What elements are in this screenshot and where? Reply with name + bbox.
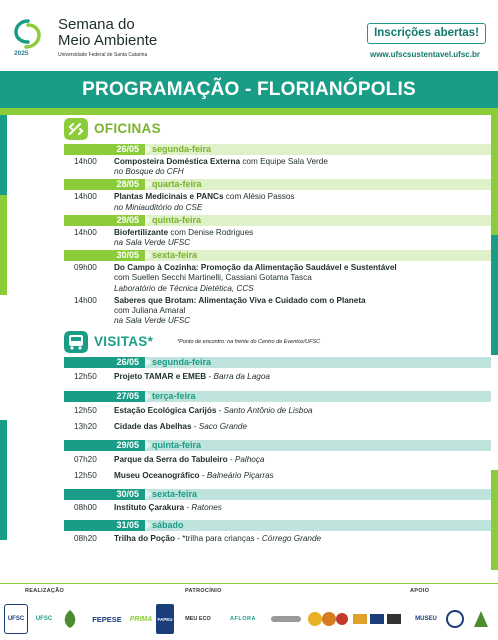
event-time: 12h50 — [74, 405, 97, 415]
list-item: 12h50 Projeto TAMAR e EMEB - Barra da Lagoa — [64, 372, 491, 382]
event-place: Palhoça — [234, 455, 265, 465]
day-header — [64, 179, 491, 190]
event-place: Saco Grande — [198, 421, 248, 431]
visitas-day — [64, 391, 491, 432]
oficinas-header — [64, 115, 491, 144]
event-time: 12h50 — [74, 372, 97, 382]
bus-icon — [64, 331, 88, 353]
day-weekday: quinta-feira — [152, 214, 202, 225]
event-time: 08h00 — [74, 503, 97, 513]
ufsc-logo: UFSC — [4, 604, 28, 634]
day-header — [64, 357, 491, 368]
brand-title-line1: Semana do — [58, 16, 135, 33]
list-item — [64, 263, 491, 294]
brand-title-line2: Meio Ambiente — [58, 32, 158, 49]
aflora-logo: AFLORA — [230, 616, 256, 622]
day-date: 28/05 — [64, 179, 145, 190]
list-item — [64, 296, 491, 327]
oficinas-title: OFICINAS — [94, 121, 161, 136]
oficinas-day — [64, 179, 491, 212]
schedule — [64, 115, 491, 544]
day-weekday: quarta-feira — [152, 179, 202, 190]
event-title: Composteira Doméstica Externa — [114, 157, 241, 166]
event-place: Barra da Lagoa — [213, 372, 270, 382]
list-item: 08h20 Trilha do Poção - *trilha para crianças - Córrego Grande — [64, 534, 491, 544]
event-place: Ratones — [191, 503, 222, 513]
event-title: Museu Oceanográfico — [114, 471, 200, 481]
footer-divider — [0, 583, 498, 584]
list-item — [64, 157, 491, 177]
page-title: PROGRAMAÇÃO - FLORIANÓPOLIS — [82, 79, 416, 100]
visitas-header — [64, 328, 491, 357]
visitas-day — [64, 489, 491, 513]
event-extra: - *trilha para crianças — [174, 533, 255, 543]
day-header — [64, 144, 491, 155]
event-location: no Miniauditório do CSE — [114, 202, 203, 212]
prima-logo: PRIMA — [129, 615, 153, 623]
event-time: 09h00 — [74, 263, 97, 273]
visitas-title: VISITAS* — [94, 334, 154, 350]
event-location: na Sala Verde UFSC — [114, 238, 191, 248]
support-logo-b — [470, 604, 492, 634]
day-header — [64, 440, 491, 451]
day-date: 26/05 — [64, 144, 145, 155]
event-title: Estação Ecológica Carijós — [114, 405, 217, 415]
day-weekday: segunda-feira — [152, 357, 212, 368]
oficinas-day — [64, 144, 491, 177]
event-title: Instituto Çarakura — [114, 503, 185, 513]
day-weekday: quinta-feira — [152, 440, 202, 451]
oficinas-day — [64, 250, 491, 326]
support-logo-a — [444, 604, 466, 634]
day-weekday: sexta-feira — [152, 489, 198, 500]
title-band-accent — [0, 108, 498, 115]
day-date: 29/05 — [64, 215, 145, 226]
event-logo-icon — [12, 18, 44, 50]
sponsor-logo-c — [352, 604, 402, 634]
list-item: 12h50 Estação Ecológica Carijós - Santo Antônio de Lisboa — [64, 406, 491, 416]
event-time: 08h20 — [74, 533, 97, 543]
footer-realizacao-label: REALIZAÇÃO — [25, 588, 65, 594]
event-title: Cidade das Abelhas — [114, 421, 192, 431]
brand-subtitle: Universidade Federal de Santa Catarina — [58, 52, 148, 58]
event-title: Plantas Medicinais e PANCs — [114, 192, 224, 202]
side-stripe — [0, 420, 7, 540]
event-time: 14h00 — [74, 295, 97, 305]
day-weekday: terça-feira — [152, 390, 196, 401]
day-header — [64, 215, 491, 226]
event-title: Do Campo à Cozinha: Promoção da Alimentação Saudável e Sustentável — [114, 263, 397, 273]
event-place: Santo Antônio de Lisboa — [223, 405, 313, 415]
event-host: com Alésio Passos — [223, 192, 295, 202]
visitas-day — [64, 357, 491, 382]
sponsor-logo-a — [268, 604, 304, 634]
brand-title — [58, 17, 157, 49]
day-header — [64, 250, 491, 261]
day-header — [64, 520, 491, 531]
event-title: Projeto TAMAR e EMEB — [114, 372, 207, 382]
side-stripe — [0, 115, 7, 195]
event-host: com Suellen Secchi Martinelli, Cassiani Gotama Tasca — [114, 273, 312, 283]
event-time: 14h00 — [74, 192, 97, 202]
day-weekday: segunda-feira — [152, 144, 212, 154]
event-title: Saberes que Brotam: Alimentação Viva e Cuidado com o Planeta — [114, 295, 366, 305]
museu-logo: MUSEU — [415, 616, 437, 622]
event-location: Laboratório de Técnica Dietética, CCS — [114, 283, 254, 293]
event-location: no Bosque do CFH — [114, 167, 184, 177]
logo-year: 2025 — [14, 50, 29, 57]
side-stripe — [491, 470, 498, 570]
event-host: com Juliana Amaral — [114, 306, 186, 316]
list-item: 13h20 Cidade das Abelhas - Saco Grande — [64, 422, 491, 432]
footer-patrocinio-label: PATROCÍNIO — [185, 588, 222, 594]
fapeu-logo: FAPEU — [156, 604, 174, 634]
side-stripe — [491, 115, 498, 235]
ufsc-sustentavel-logo: UFSC — [35, 616, 53, 622]
day-weekday: sábado — [152, 519, 184, 530]
visitas-day — [64, 520, 491, 544]
day-header — [64, 489, 491, 500]
day-date: 31/05 — [64, 520, 145, 531]
oficinas-day — [64, 215, 491, 248]
side-stripe — [491, 235, 498, 355]
footer-logos — [4, 604, 494, 634]
sponsor-logo-b — [306, 604, 350, 634]
visitas-day — [64, 440, 491, 481]
meu-eco-logo: MEU ECO — [185, 616, 211, 622]
event-place: Córrego Grande — [261, 533, 322, 543]
sala-verde-logo — [59, 604, 81, 634]
visitas-note: *Ponto de encontro: na frente do Centro de Eventos/UFSC — [177, 339, 321, 346]
event-location: na Sala Verde UFSC — [114, 316, 191, 326]
event-title: Biofertilizante — [114, 227, 169, 237]
list-item: 07h20 Parque da Serra do Tabuleiro - Palhoça — [64, 455, 491, 465]
event-title: Parque da Serra do Tabuleiro — [114, 455, 228, 465]
register-button[interactable]: Inscrições abertas! — [367, 23, 486, 44]
list-item — [64, 192, 491, 212]
day-weekday: sexta-feira — [152, 250, 198, 261]
list-item: 12h50 Museu Oceanográfico - Balneário Piçarras — [64, 471, 491, 481]
footer-apoio-label: APOIO — [410, 588, 430, 594]
site-url-link[interactable]: www.ufscsustentavel.ufsc.br — [370, 50, 480, 59]
event-host: com Equipe Sala Verde — [240, 157, 328, 166]
day-date: 30/05 — [64, 489, 145, 500]
side-stripe — [0, 195, 7, 295]
day-date: 29/05 — [64, 440, 145, 451]
event-time: 14h00 — [74, 157, 97, 166]
tools-icon — [64, 118, 88, 140]
list-item — [64, 228, 491, 248]
fepese-logo: FEPESE — [92, 614, 122, 624]
event-host: com Denise Rodrigues — [168, 227, 254, 237]
day-date: 26/05 — [64, 357, 145, 368]
event-time: 12h50 — [74, 471, 97, 481]
day-date: 30/05 — [64, 250, 145, 261]
day-date: 27/05 — [64, 391, 145, 402]
event-time: 13h20 — [74, 421, 97, 431]
list-item: 08h00 Instituto Çarakura - Ratones — [64, 503, 491, 513]
event-time: 07h20 — [74, 455, 97, 465]
event-time: 14h00 — [74, 227, 97, 237]
event-place: Balneário Piçarras — [206, 471, 274, 481]
day-header — [64, 391, 491, 402]
event-title: Trilha do Poção — [114, 533, 175, 543]
